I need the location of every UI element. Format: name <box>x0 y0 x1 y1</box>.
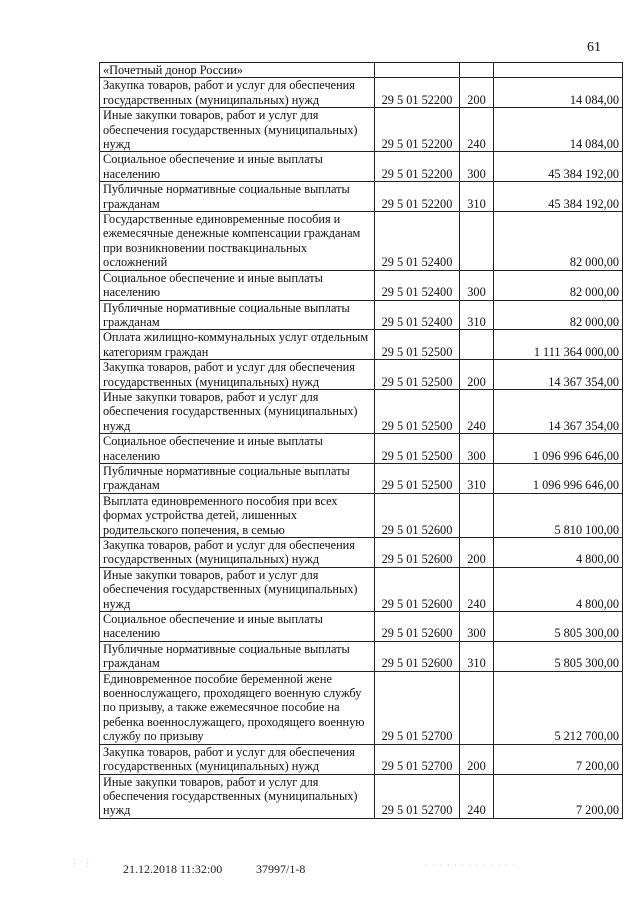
row-target-code: 29 5 01 52200 <box>375 152 460 182</box>
row-target-code: 29 5 01 52200 <box>375 78 460 108</box>
row-amount: 82 000,00 <box>494 270 623 300</box>
row-name: Оплата жилищно-коммунальных услуг отдельным категориям граждан <box>100 330 375 360</box>
row-expense-type: 200 <box>460 78 494 108</box>
row-expense-type: 240 <box>460 774 494 818</box>
row-amount: 1 096 996 646,00 <box>494 434 623 464</box>
row-name: Иные закупки товаров, работ и услуг для обеспечения государственных (муниципальных) нужд <box>100 774 375 818</box>
row-expense-type: 240 <box>460 108 494 152</box>
row-expense-type: 200 <box>460 538 494 568</box>
row-expense-type: 300 <box>460 270 494 300</box>
row-name: Государственные единовременные пособия и ежемесячные денежные компенсации гражданам при возникновении поствакцинальных осложнений <box>100 212 375 271</box>
row-name: Публичные нормативные социальные выплаты гражданам <box>100 300 375 330</box>
table-row <box>100 567 623 611</box>
row-name: Социальное обеспечение и иные выплаты населению <box>100 612 375 642</box>
row-target-code: 29 5 01 52400 <box>375 212 460 271</box>
row-target-code: 29 5 01 52600 <box>375 612 460 642</box>
row-name: Закупка товаров, работ и услуг для обеспечения государственных (муниципальных) нужд <box>100 744 375 774</box>
row-target-code: 29 5 01 52600 <box>375 493 460 537</box>
row-target-code: 29 5 01 52600 <box>375 641 460 671</box>
table-row <box>100 330 623 360</box>
table-row <box>100 744 623 774</box>
scan-artifact-signature: · · · · · · · · · · · · · <box>425 860 516 870</box>
row-expense-type <box>460 330 494 360</box>
budget-table-body <box>100 63 623 819</box>
footer-datetime: 21.12.2018 11:32:00 <box>123 862 223 876</box>
row-amount: 7 200,00 <box>494 744 623 774</box>
footer-doc-number: 37997/1-8 <box>256 862 306 876</box>
table-row <box>100 671 623 744</box>
row-expense-type: 310 <box>460 641 494 671</box>
row-target-code: 29 5 01 52700 <box>375 774 460 818</box>
row-target-code: 29 5 01 52200 <box>375 108 460 152</box>
row-name: «Почетный донор России» <box>100 63 375 78</box>
row-name: Социальное обеспечение и иные выплаты населению <box>100 270 375 300</box>
row-amount: 5 810 100,00 <box>494 493 623 537</box>
row-expense-type: 310 <box>460 463 494 493</box>
table-row <box>100 641 623 671</box>
row-amount <box>494 63 623 78</box>
table-row <box>100 389 623 433</box>
row-target-code: 29 5 01 52400 <box>375 270 460 300</box>
table-row <box>100 463 623 493</box>
row-name: Иные закупки товаров, работ и услуг для обеспечения государственных (муниципальных) нужд <box>100 567 375 611</box>
row-name: Иные закупки товаров, работ и услуг для обеспечения государственных (муниципальных) нужд <box>100 108 375 152</box>
row-amount: 82 000,00 <box>494 300 623 330</box>
scan-artifact: ⋮ ⋮ <box>70 858 94 868</box>
row-amount: 1 111 364 000,00 <box>494 330 623 360</box>
row-amount: 7 200,00 <box>494 774 623 818</box>
row-expense-type: 200 <box>460 360 494 390</box>
row-name: Закупка товаров, работ и услуг для обеспечения государственных (муниципальных) нужд <box>100 538 375 568</box>
row-amount: 45 384 192,00 <box>494 182 623 212</box>
row-amount: 82 000,00 <box>494 212 623 271</box>
table-row <box>100 182 623 212</box>
table-row <box>100 360 623 390</box>
table-row <box>100 774 623 818</box>
row-name: Социальное обеспечение и иные выплаты населению <box>100 152 375 182</box>
table-row <box>100 434 623 464</box>
row-name: Иные закупки товаров, работ и услуг для обеспечения государственных (муниципальных) нужд <box>100 389 375 433</box>
table-row <box>100 63 623 78</box>
row-amount: 14 367 354,00 <box>494 360 623 390</box>
row-target-code: 29 5 01 52500 <box>375 463 460 493</box>
row-amount: 14 084,00 <box>494 108 623 152</box>
row-expense-type: 300 <box>460 152 494 182</box>
table-row <box>100 78 623 108</box>
table-row <box>100 300 623 330</box>
table-row <box>100 212 623 271</box>
row-expense-type <box>460 671 494 744</box>
row-amount: 45 384 192,00 <box>494 152 623 182</box>
row-target-code: 29 5 01 52500 <box>375 389 460 433</box>
row-target-code: 29 5 01 52700 <box>375 671 460 744</box>
row-amount: 14 367 354,00 <box>494 389 623 433</box>
table-row <box>100 270 623 300</box>
row-amount: 5 805 300,00 <box>494 612 623 642</box>
row-target-code: 29 5 01 52500 <box>375 360 460 390</box>
row-amount: 14 084,00 <box>494 78 623 108</box>
table-row <box>100 152 623 182</box>
row-expense-type: 240 <box>460 389 494 433</box>
row-target-code: 29 5 01 52500 <box>375 434 460 464</box>
row-expense-type: 310 <box>460 300 494 330</box>
row-name: Закупка товаров, работ и услуг для обеспечения государственных (муниципальных) нужд <box>100 360 375 390</box>
row-target-code: 29 5 01 52600 <box>375 538 460 568</box>
row-amount: 1 096 996 646,00 <box>494 463 623 493</box>
row-expense-type <box>460 493 494 537</box>
row-amount: 5 805 300,00 <box>494 641 623 671</box>
row-expense-type: 300 <box>460 434 494 464</box>
row-name: Публичные нормативные социальные выплаты гражданам <box>100 182 375 212</box>
row-amount: 5 212 700,00 <box>494 671 623 744</box>
table-row <box>100 538 623 568</box>
row-amount: 4 800,00 <box>494 567 623 611</box>
row-target-code: 29 5 01 52200 <box>375 182 460 212</box>
row-target-code: 29 5 01 52400 <box>375 300 460 330</box>
budget-table <box>99 62 623 819</box>
row-expense-type <box>460 63 494 78</box>
row-name: Закупка товаров, работ и услуг для обеспечения государственных (муниципальных) нужд <box>100 78 375 108</box>
row-expense-type: 310 <box>460 182 494 212</box>
row-expense-type: 300 <box>460 612 494 642</box>
row-target-code: 29 5 01 52700 <box>375 744 460 774</box>
row-target-code: 29 5 01 52500 <box>375 330 460 360</box>
row-expense-type: 200 <box>460 744 494 774</box>
row-target-code <box>375 63 460 78</box>
table-row <box>100 612 623 642</box>
table-row <box>100 108 623 152</box>
row-expense-type <box>460 212 494 271</box>
row-name: Публичные нормативные социальные выплаты гражданам <box>100 463 375 493</box>
row-name: Публичные нормативные социальные выплаты гражданам <box>100 641 375 671</box>
row-amount: 4 800,00 <box>494 538 623 568</box>
page-number: 61 <box>587 40 601 55</box>
row-expense-type: 240 <box>460 567 494 611</box>
table-row <box>100 493 623 537</box>
row-name: Единовременное пособие беременной жене военнослужащего, проходящего военную службу по призыву, а также ежемесячное пособие на ребенка военнослужащего, проходящего военную службу по призыву <box>100 671 375 744</box>
row-target-code: 29 5 01 52600 <box>375 567 460 611</box>
row-name: Выплата единовременного пособия при всех формах устройства детей, лишенных родительского попечения, в семью <box>100 493 375 537</box>
row-name: Социальное обеспечение и иные выплаты населению <box>100 434 375 464</box>
